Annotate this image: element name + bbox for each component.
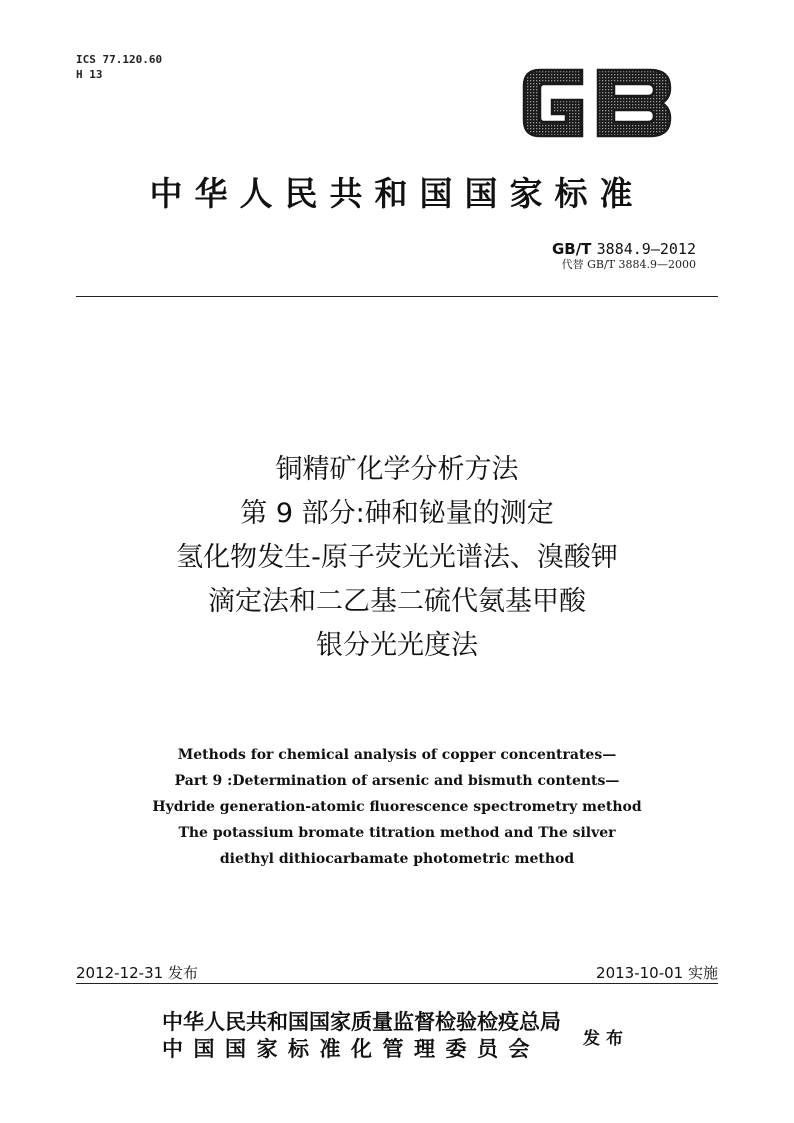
chinese-title-line: 氢化物发生-原子荧光光谱法、溴酸钾 — [176, 542, 618, 573]
issuing-authorities — [162, 1008, 561, 1062]
chinese-title — [0, 448, 794, 668]
replaced-standard: 代替 GB/T 3884.9—2000 — [561, 258, 696, 271]
standard-prefix: GB/T — [551, 240, 592, 258]
english-title-line: Part 9 :Determination of arsenic and bismuth contents— — [174, 773, 620, 789]
gb-logo — [518, 62, 676, 144]
national-standard-title: 中华人民共和国国家标准 — [149, 174, 645, 213]
ics-code: ICS 77.120.60 — [76, 53, 163, 66]
issuer-sac: 中国国家标准化管理委员会 — [162, 1036, 540, 1061]
classification-codes — [76, 52, 162, 82]
english-title-line: The potassium bromate titration method and The silver — [178, 825, 616, 841]
top-divider — [76, 296, 718, 297]
english-title-line: Hydride generation-atomic fluorescence spectrometry method — [152, 799, 642, 815]
implementation-date: 2013-10-01 实施 — [596, 964, 718, 982]
standard-code: 3884.9—2012 — [596, 240, 696, 258]
chinese-title-line: 银分光光度法 — [316, 630, 478, 661]
standard-number-block — [552, 240, 696, 272]
chinese-title-line: 第 9 部分:砷和铋量的测定 — [240, 498, 554, 529]
english-title — [0, 742, 794, 872]
gb-logo-g-mark — [524, 70, 582, 136]
english-title-line: Methods for chemical analysis of copper concentrates— — [177, 747, 617, 763]
standard-number — [552, 240, 696, 258]
issuer-aqsiq: 中华人民共和国国家质量监督检验检疫总局 — [162, 1009, 561, 1034]
issue-date: 2012-12-31 发布 — [76, 964, 198, 982]
chinese-title-line: 滴定法和二乙基二硫代氨基甲酸 — [208, 586, 586, 617]
gb-logo-b-mark — [598, 70, 670, 136]
english-title-line: diethyl dithiocarbamate photometric method — [219, 851, 575, 867]
bottom-divider — [76, 983, 718, 984]
chinese-title-line: 铜精矿化学分析方法 — [275, 454, 519, 485]
ccs-code: H 13 — [76, 68, 103, 81]
publish-label: 发布 — [583, 1029, 629, 1049]
